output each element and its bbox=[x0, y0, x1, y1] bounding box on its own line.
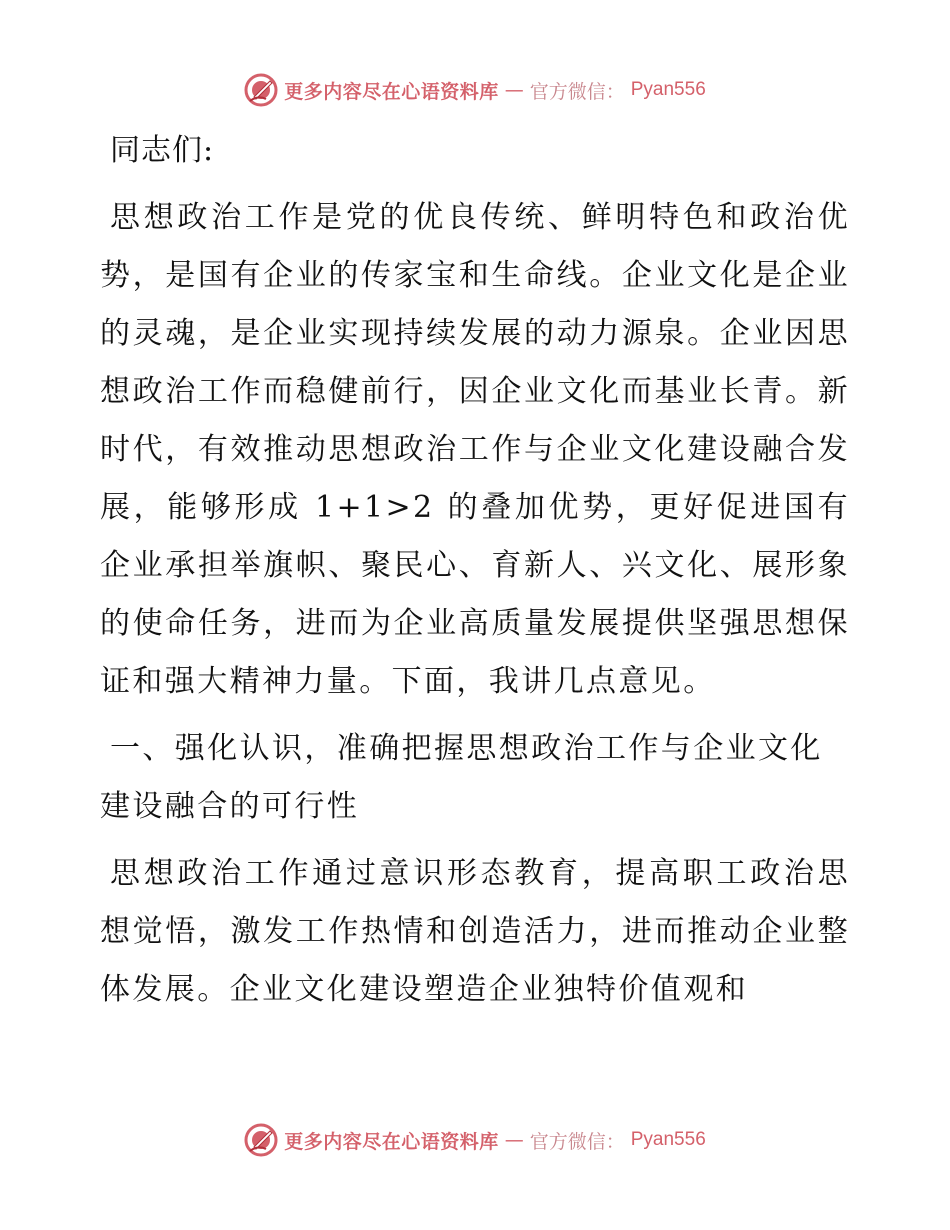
banner-brand-text: 更多内容尽在心语资料库 bbox=[284, 1130, 499, 1153]
pen-logo-icon bbox=[244, 73, 278, 107]
banner-wechat-label: 官方微信： bbox=[529, 1130, 625, 1153]
section-1-paragraph: 思想政治工作通过意识形态教育，提高职工政治思想觉悟，激发工作热情和创造活力，进而推动企业整体发展。企业文化建设塑造企业独特价值观和 bbox=[100, 856, 850, 1007]
banner-wechat-id: Pyan556 bbox=[630, 79, 706, 100]
footer-watermark-banner bbox=[0, 1120, 950, 1160]
salutation: 同志们: bbox=[110, 133, 215, 168]
banner-separator: — bbox=[504, 1129, 524, 1151]
banner-brand-text: 更多内容尽在心语资料库 bbox=[284, 80, 499, 103]
pen-logo-icon bbox=[244, 1123, 278, 1157]
section-1-heading: 一、强化认识，准确把握思想政治工作与企业文化建设融合的可行性 bbox=[100, 731, 823, 824]
document-body bbox=[100, 122, 850, 1028]
intro-paragraph: 思想政治工作是党的优良传统、鲜明特色和政治优势，是国有企业的传家宝和生命线。企业文化是企业的灵魂，是企业实现持续发展的动力源泉。企业因思想政治工作而稳健前行，因企业文化而基业长青。新时代，有效推动思想政治工作与企业文化建设融合发展，能够形成 1+1>2 的叠加优势，更好促进国有企业承担举旗帜、聚民心、育新人、兴文化、展形象的使命任务，进而为企业高质量发展提供坚强思想保证和强大精神力量。下面，我讲几点意见。 bbox=[100, 200, 850, 699]
banner-wechat-label: 官方微信： bbox=[529, 80, 625, 103]
banner-separator: — bbox=[504, 79, 524, 101]
banner-wechat-id: Pyan556 bbox=[630, 1129, 706, 1150]
header-watermark-banner bbox=[0, 70, 950, 110]
